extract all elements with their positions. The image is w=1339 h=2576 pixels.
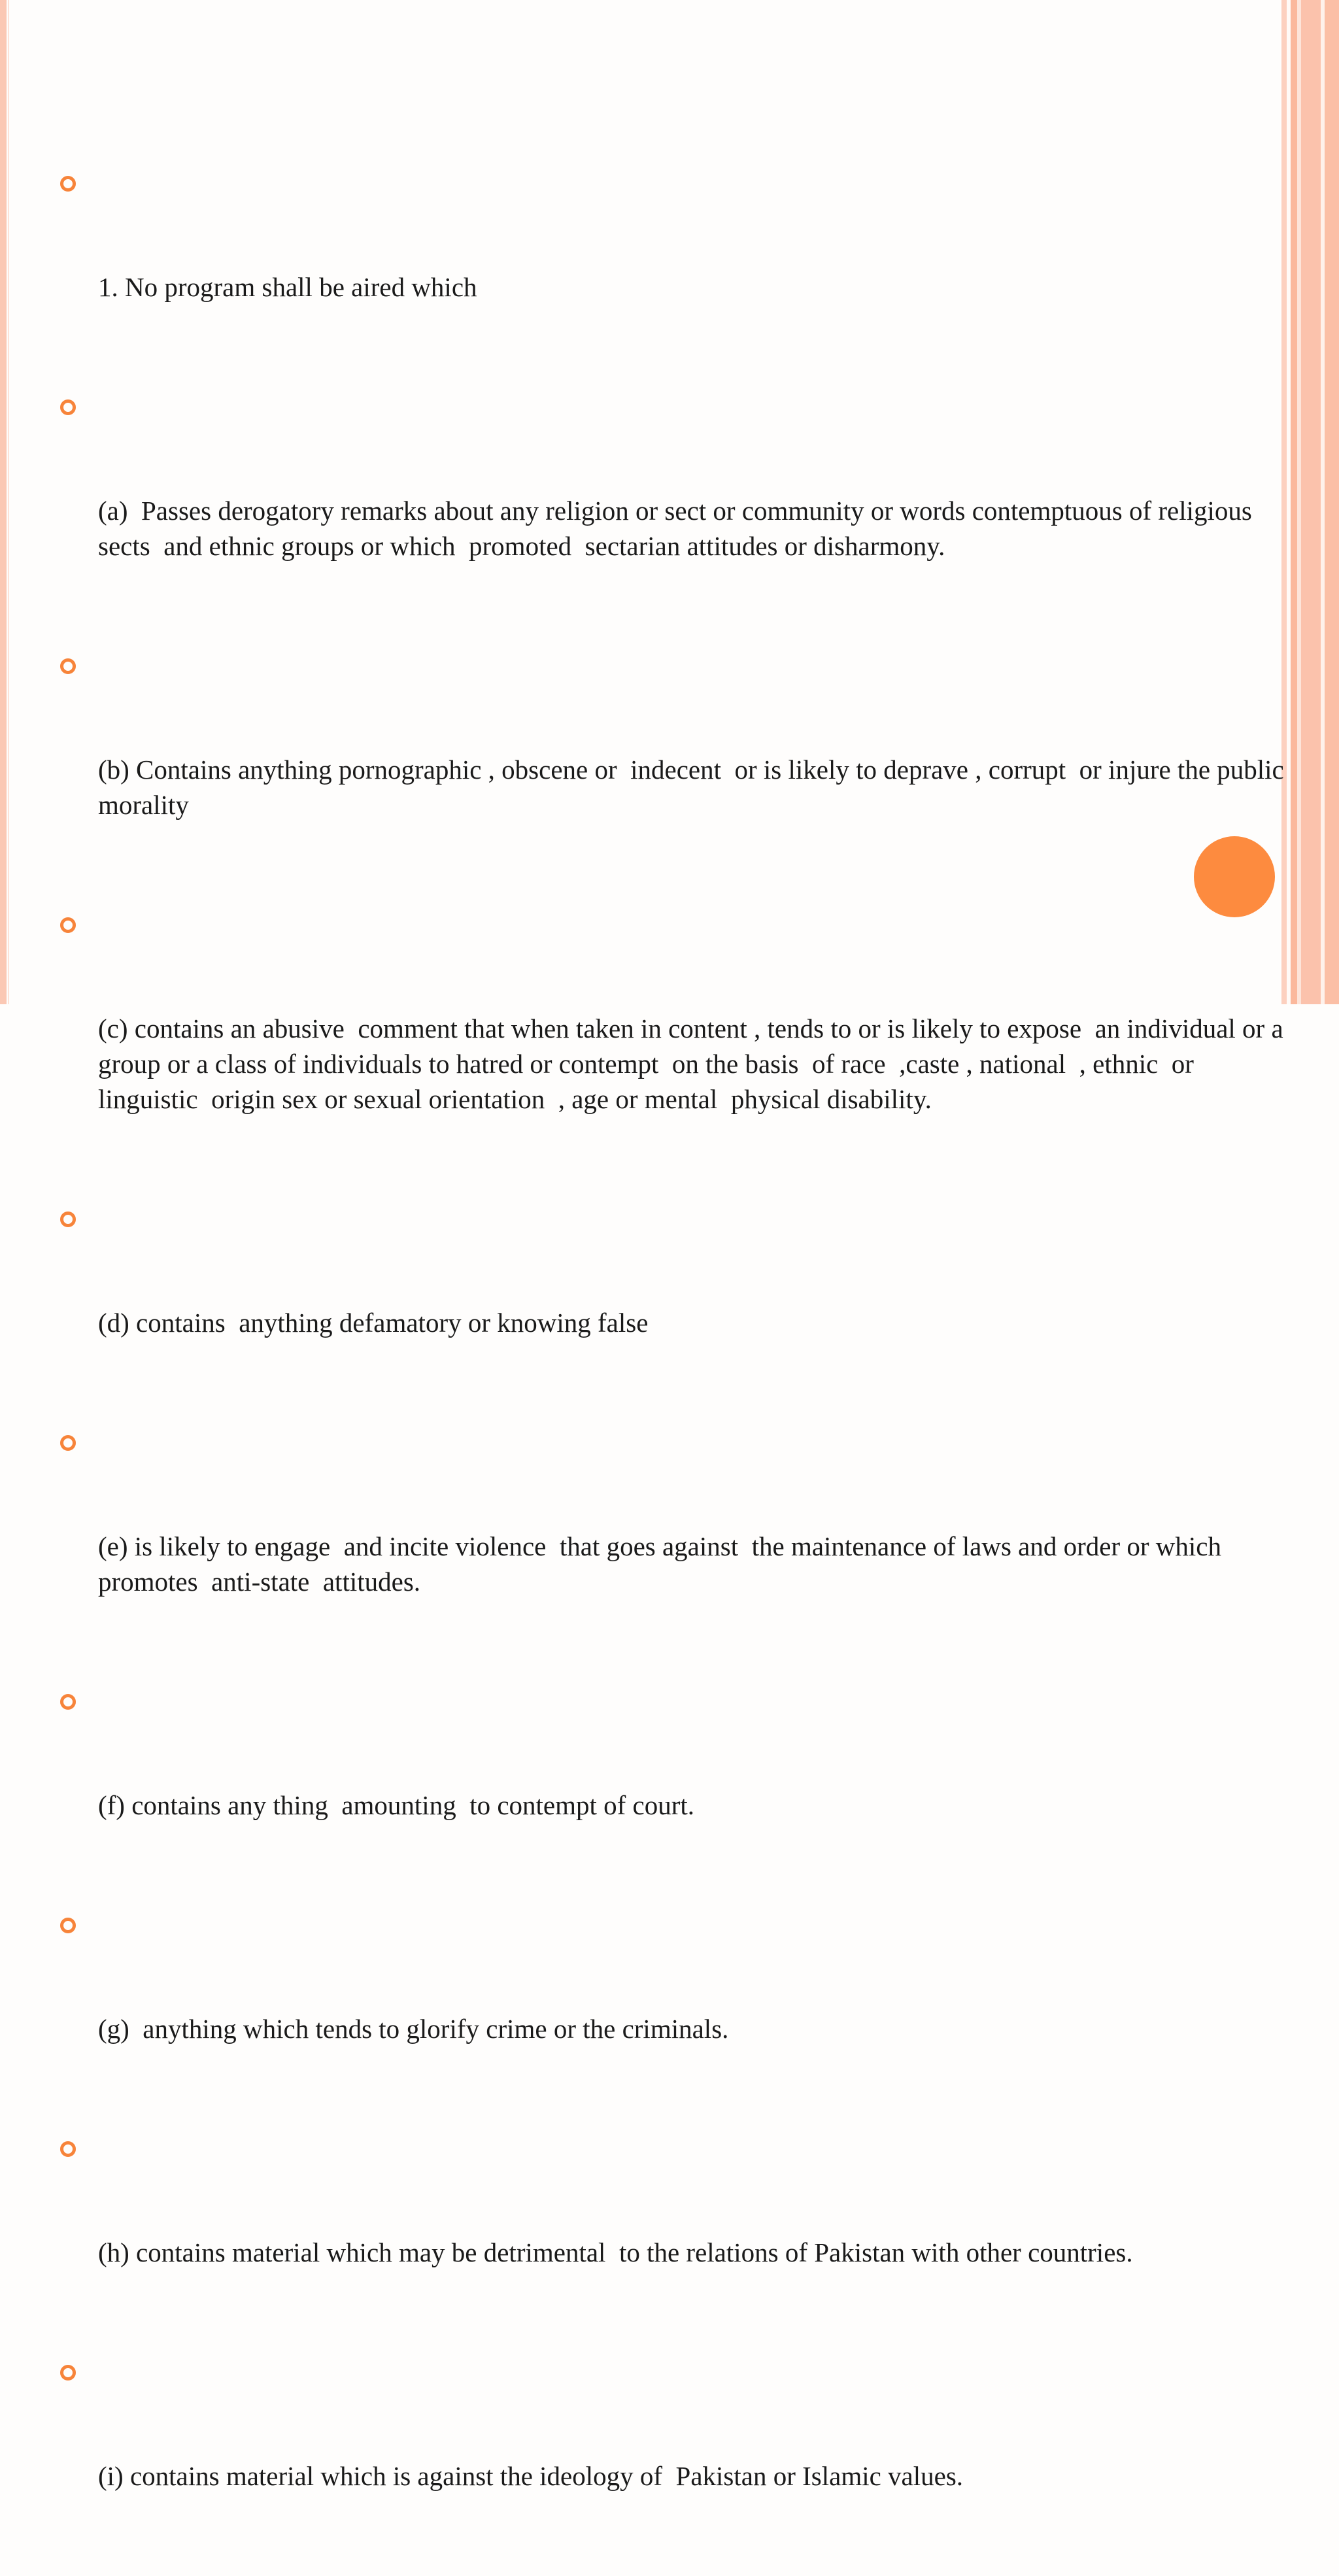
list-item <box>0 163 1291 375</box>
hollow-circle-icon <box>60 917 76 933</box>
bullet-list <box>0 163 1291 2576</box>
hollow-circle-icon <box>60 176 76 192</box>
list-item <box>0 1199 1291 1411</box>
list-item <box>0 1682 1291 1893</box>
list-item <box>0 2129 1291 2341</box>
hollow-circle-icon <box>60 1918 76 1933</box>
hollow-circle-icon <box>60 1694 76 1710</box>
list-item <box>0 387 1291 634</box>
hollow-circle-icon <box>60 1435 76 1451</box>
hollow-circle-icon <box>60 2365 76 2381</box>
hollow-circle-icon <box>60 2141 76 2157</box>
hollow-circle-icon <box>60 658 76 674</box>
list-item-text: (g) anything which tends to glorify crime or the criminals. <box>98 2014 729 2044</box>
hollow-circle-icon <box>60 1212 76 1227</box>
list-item-text: (i) contains material which is against the ideology of Pakistan or Islamic values. <box>98 2461 964 2491</box>
list-item-text: (h) contains material which may be detrimental to the relations of Pakistan with other countries. <box>98 2237 1133 2267</box>
list-item-text: (b) Contains anything pornographic , obscene or indecent or is likely to deprave , corrupt or injure the public morality <box>98 754 1291 820</box>
list-item <box>0 1423 1291 1670</box>
right-stripe <box>1325 0 1339 1004</box>
list-item <box>0 2352 1291 2564</box>
right-stripe <box>1291 0 1297 1004</box>
list-item-text: (c) contains an abusive comment that when taken in content , tends to or is likely to expose an individual or a group or a class of individuals to hatred or contempt on the basis of race ,caste , national , ethnic or linguistic origin sex or sexual orientation , age or mental physical disability. <box>98 1013 1290 1114</box>
list-item <box>0 1905 1291 2117</box>
hollow-circle-icon <box>60 399 76 415</box>
right-stripe <box>1301 0 1321 1004</box>
list-item-text: (f) contains any thing amounting to contempt of court. <box>98 1790 695 1820</box>
list-item-text: 1. No program shall be aired which <box>98 272 477 302</box>
list-item <box>0 646 1291 893</box>
list-item-text: (a) Passes derogatory remarks about any religion or sect or community or words contemptuous of religious sects and ethnic groups or which promoted sectarian attitudes or disharmony. <box>98 496 1259 561</box>
list-item <box>0 905 1291 1187</box>
list-item-text: (d) contains anything defamatory or knowing false <box>98 1308 649 1338</box>
list-item-text: (e) is likely to engage and incite violence that goes against the maintenance of laws and order or which promotes anti-state attitudes. <box>98 1531 1229 1597</box>
